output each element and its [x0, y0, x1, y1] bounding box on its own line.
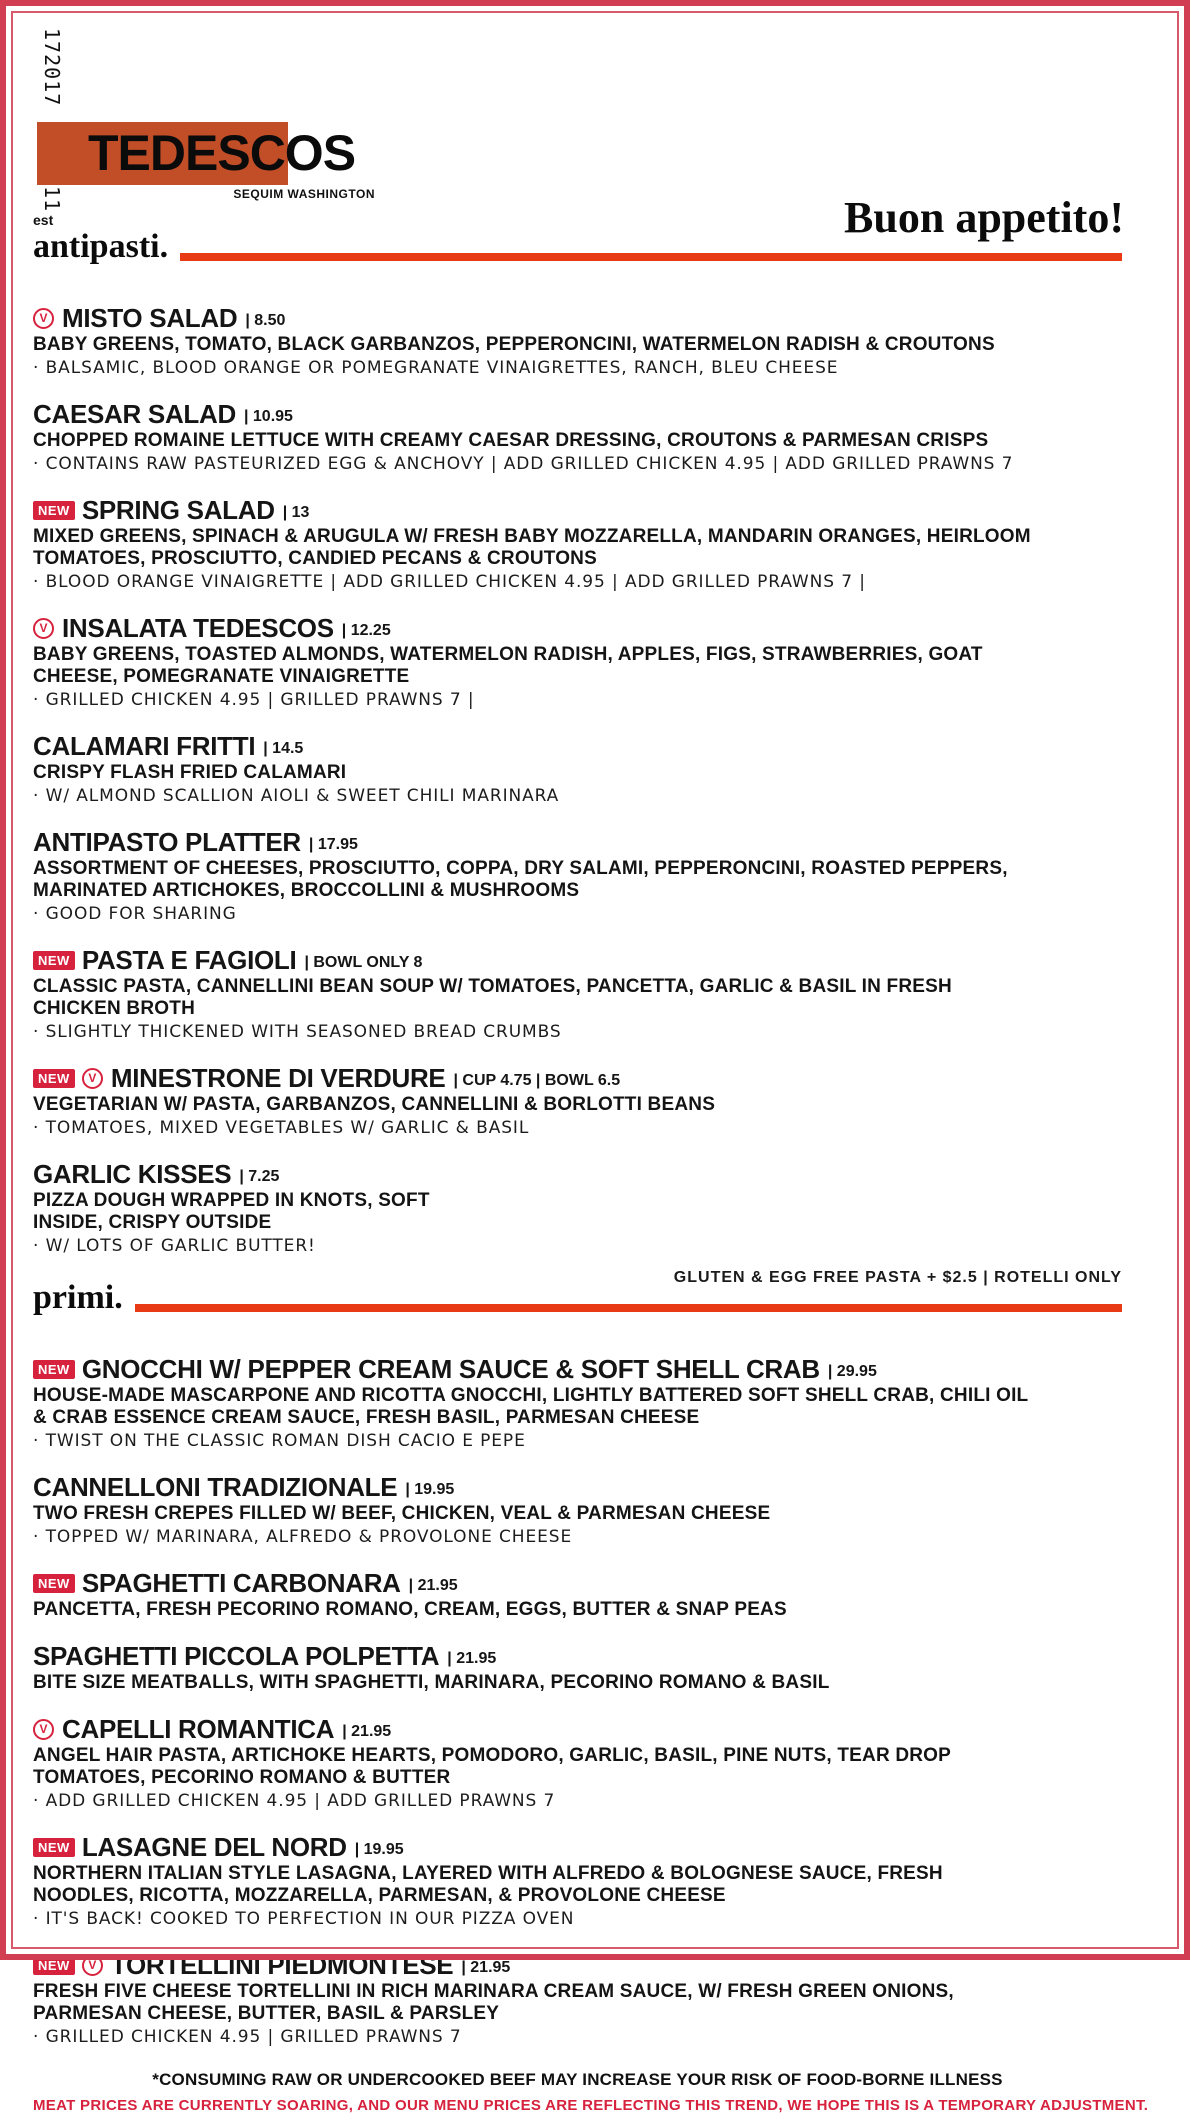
menu-item-name: PASTA E FAGIOLI	[81, 945, 297, 975]
footer-price-alert: MEAT PRICES ARE CURRENTLY SOARING, AND OUR MENU PRICES ARE REFLECTING THIS TREND, WE HOPE THIS IS A TEMPORARY ADJUSTMENT.	[33, 2097, 1149, 2114]
menu-item	[33, 398, 1122, 475]
menu-item-note: · GOOD FOR SHARING	[33, 904, 237, 924]
menu-item-description: CHOPPED ROMAINE LETTUCE WITH CREAMY CAESAR DRESSING, CROUTONS & PARMESAN CRISPS	[33, 430, 989, 451]
tagline: Buon appetito!	[844, 193, 1124, 242]
menu-item-title-row	[33, 1713, 1122, 1745]
menu-item-note: · W/ LOTS OF GARLIC BUTTER!	[33, 1236, 316, 1256]
established-day-vertical: 11	[40, 186, 64, 213]
section-items	[33, 302, 1122, 1257]
menu-item-note: · ADD GRILLED CHICKEN 4.95 | ADD GRILLED PRAWNS 7	[33, 1791, 556, 1811]
menu-item-note: · TWIST ON THE CLASSIC ROMAN DISH CACIO E PEPE	[33, 1431, 526, 1451]
vegetarian-icon: V	[82, 1955, 103, 1976]
menu-item-title-row	[33, 730, 1122, 762]
menu-item-note: · BLOOD ORANGE VINAIGRETTE | ADD GRILLED CHICKEN 4.95 | ADD GRILLED PRAWNS 7 |	[33, 572, 866, 592]
menu-item-title-row	[33, 1158, 1122, 1190]
section-title: primi.	[33, 1279, 123, 1316]
menu-item-description: MIXED GREENS, SPINACH & ARUGULA W/ FRESH BABY MOZZARELLA, MANDARIN ORANGES, HEIRLOOM TOMATOES, PROSCIUTTO, CANDIED PECANS & CROUTONS	[33, 526, 1031, 569]
menu-item-title-row	[33, 302, 1122, 334]
menu-item-price: | 7.25	[239, 1168, 280, 1185]
menu-item-name: MISTO SALAD	[62, 303, 238, 333]
menu-item-note: · IT'S BACK! COOKED TO PERFECTION IN OUR PIZZA OVEN	[33, 1909, 575, 1929]
menu-item-note: · W/ ALMOND SCALLION AIOLI & SWEET CHILI MARINARA	[33, 786, 560, 806]
menu-item-note: · CONTAINS RAW PASTEURIZED EGG & ANCHOVY | ADD GRILLED CHICKEN 4.95 | ADD GRILLED PRAWNS 7	[33, 454, 1014, 474]
menu-item	[33, 1713, 1122, 1812]
menu-item-price: | 21.95	[342, 1723, 392, 1740]
menu-item-note: · TOMATOES, MIXED VEGETABLES W/ GARLIC & BASIL	[33, 1118, 530, 1138]
section-header	[33, 1269, 1122, 1319]
menu-section	[33, 1269, 1122, 2048]
menu-sections	[33, 0, 1149, 2114]
menu-item	[33, 1062, 1122, 1139]
menu-item-name: SPRING SALAD	[81, 495, 275, 525]
menu-item-price: | 13	[282, 504, 310, 521]
menu-item-price: | CUP 4.75 | BOWL 6.5	[453, 1072, 621, 1089]
menu-item	[33, 612, 1122, 711]
section-header	[33, 226, 1122, 268]
menu-item-description: ANGEL HAIR PASTA, ARTICHOKE HEARTS, POMODORO, GARLIC, BASIL, PINE NUTS, TEAR DROP TOMATOES, PECORINO ROMANO & BUTTER	[33, 1745, 952, 1788]
menu-item-price: | 12.25	[341, 622, 391, 639]
section-note: GLUTEN & EGG FREE PASTA + $2.5 | ROTELLI ONLY	[673, 1269, 1122, 1286]
menu-item-description: BABY GREENS, TOMATO, BLACK GARBANZOS, PEPPERONCINI, WATERMELON RADISH & CROUTONS	[33, 334, 995, 355]
section-rule	[180, 253, 1122, 261]
menu-item-title-row	[33, 1640, 1122, 1672]
menu-item-price: | 8.50	[245, 312, 286, 329]
menu-item	[33, 730, 1122, 807]
menu-item-description: BITE SIZE MEATBALLS, WITH SPAGHETTI, MARINARA, PECORINO ROMANO & BASIL	[33, 1672, 830, 1693]
menu-item-note: · TOPPED W/ MARINARA, ALFREDO & PROVOLONE CHEESE	[33, 1527, 573, 1547]
menu-item-name: CANNELLONI TRADIZIONALE	[33, 1472, 398, 1502]
vegetarian-icon: V	[82, 1068, 103, 1089]
menu-item-price: | 21.95	[408, 1577, 458, 1594]
menu-item-title-row	[33, 1949, 1122, 1981]
vegetarian-icon: V	[33, 618, 54, 639]
menu-item-name: CALAMARI FRITTI	[33, 731, 256, 761]
menu-item-name: SPAGHETTI PICCOLA POLPETTA	[33, 1641, 440, 1671]
section-items	[33, 1353, 1122, 2048]
menu-item-price: | BOWL ONLY 8	[304, 954, 423, 971]
menu-item-price: | 21.95	[447, 1650, 497, 1667]
menu-item-note: · BALSAMIC, BLOOD ORANGE OR POMEGRANATE VINAIGRETTES, RANCH, BLEU CHEESE	[33, 358, 839, 378]
new-badge: NEW	[33, 1069, 75, 1088]
menu-item	[33, 1949, 1122, 2048]
menu-item	[33, 1471, 1122, 1548]
menu-item-name: MINESTRONE DI VERDURE	[110, 1063, 446, 1093]
menu-item-title-row	[33, 1353, 1122, 1385]
footer-disclaimer: *CONSUMING RAW OR UNDERCOOKED BEEF MAY INCREASE YOUR RISK OF FOOD-BORNE ILLNESS	[152, 2070, 1003, 2089]
menu-item-name: GARLIC KISSES	[33, 1159, 232, 1189]
footer	[33, 2070, 1149, 2114]
vegetarian-icon: V	[33, 1719, 54, 1740]
menu-item-title-row	[33, 612, 1122, 644]
restaurant-location: SEQUIM WASHINGTON	[233, 187, 375, 201]
menu-item-name: CAESAR SALAD	[33, 399, 236, 429]
menu-item	[33, 1831, 1122, 1930]
menu-item-title-row	[33, 398, 1122, 430]
new-badge: NEW	[33, 1360, 75, 1379]
section-rule	[135, 1304, 1122, 1312]
menu-item-price: | 19.95	[405, 1481, 455, 1498]
new-badge: NEW	[33, 951, 75, 970]
menu-item-price: | 29.95	[827, 1363, 877, 1380]
menu-item-title-row	[33, 944, 1122, 976]
menu-item-name: LASAGNE DEL NORD	[81, 1832, 347, 1862]
menu-item-description: VEGETARIAN W/ PASTA, GARBANZOS, CANNELLINI & BORLOTTI BEANS	[33, 1094, 716, 1115]
menu-item-name: INSALATA TEDESCOS	[62, 613, 334, 643]
menu-item-name: CAPELLI ROMANTICA	[62, 1714, 335, 1744]
menu-item-description: CLASSIC PASTA, CANNELLINI BEAN SOUP W/ TOMATOES, PANCETTA, GARLIC & BASIL IN FRESH CHICKEN BROTH	[33, 976, 952, 1019]
menu-item	[33, 826, 1122, 925]
menu-item-note: · GRILLED CHICKEN 4.95 | GRILLED PRAWNS 7	[33, 2027, 462, 2047]
menu-item-title-row	[33, 494, 1122, 526]
menu-item-title-row	[33, 1567, 1122, 1599]
menu-item	[33, 1640, 1122, 1694]
menu-item	[33, 1567, 1122, 1621]
section-title: antipasti.	[33, 228, 169, 265]
restaurant-logo: TEDESCOS	[88, 125, 356, 181]
menu-item	[33, 302, 1122, 379]
established-label: est	[33, 212, 54, 228]
menu-item	[33, 1158, 1122, 1257]
menu-item-title-row	[33, 826, 1122, 858]
menu-item-price: | 21.95	[461, 1959, 511, 1976]
menu-item-description: NORTHERN ITALIAN STYLE LASAGNA, LAYERED WITH ALFREDO & BOLOGNESE SAUCE, FRESH NOODLES, RICOTTA, MOZZARELLA, PARMESAN, & PROVOLONE CHEESE	[33, 1863, 943, 1906]
new-badge: NEW	[33, 1956, 75, 1975]
menu-item-price: | 17.95	[308, 836, 358, 853]
menu-item	[33, 494, 1122, 593]
vegetarian-icon: V	[33, 308, 54, 329]
new-badge: NEW	[33, 501, 75, 520]
menu-section	[33, 226, 1122, 1257]
menu-item-price: | 19.95	[354, 1841, 404, 1858]
menu-item-description: CRISPY FLASH FRIED CALAMARI	[33, 762, 347, 783]
menu-item-description: PIZZA DOUGH WRAPPED IN KNOTS, SOFT INSIDE, CRISPY OUTSIDE	[33, 1190, 430, 1233]
menu-item-description: PANCETTA, FRESH PECORINO ROMANO, CREAM, EGGS, BUTTER & SNAP PEAS	[33, 1599, 787, 1620]
established-year-vertical: 172017	[40, 28, 64, 107]
menu-item-name: ANTIPASTO PLATTER	[33, 827, 301, 857]
new-badge: NEW	[33, 1574, 75, 1593]
menu-item	[33, 944, 1122, 1043]
menu-item-description: TWO FRESH CREPES FILLED W/ BEEF, CHICKEN, VEAL & PARMESAN CHEESE	[33, 1503, 771, 1524]
menu-item	[33, 1353, 1122, 1452]
menu-item-name: SPAGHETTI CARBONARA	[81, 1568, 401, 1598]
new-badge: NEW	[33, 1838, 75, 1857]
menu-item-title-row	[33, 1062, 1122, 1094]
menu-item-description: HOUSE-MADE MASCARPONE AND RICOTTA GNOCCHI, LIGHTLY BATTERED SOFT SHELL CRAB, CHILI OIL & CRAB ESSENCE CREAM SAUCE, FRESH BASIL, PARMESAN CHEESE	[33, 1385, 1029, 1428]
menu-item-description: ASSORTMENT OF CHEESES, PROSCIUTTO, COPPA, DRY SALAMI, PEPPERONCINI, ROASTED PEPPERS, MARINATED ARTICHOKES, BROCCOLLINI & MUSHROOMS	[33, 858, 1008, 901]
menu-item-name: GNOCCHI W/ PEPPER CREAM SAUCE & SOFT SHELL CRAB	[81, 1354, 820, 1384]
menu-item-title-row	[33, 1831, 1122, 1863]
menu-item-description: FRESH FIVE CHEESE TORTELLINI IN RICH MARINARA CREAM SAUCE, W/ FRESH GREEN ONIONS, PARMESAN CHEESE, BUTTER, BASIL & PARSLEY	[33, 1981, 954, 2024]
menu-item-title-row	[33, 1471, 1122, 1503]
menu-item-note: · GRILLED CHICKEN 4.95 | GRILLED PRAWNS 7 |	[33, 690, 475, 710]
menu-item-name: TORTELLINI PIEDMONTESE	[110, 1950, 454, 1980]
menu-item-price: | 10.95	[243, 408, 293, 425]
menu-item-description: BABY GREENS, TOASTED ALMONDS, WATERMELON RADISH, APPLES, FIGS, STRAWBERRIES, GOAT CHEESE, POMEGRANATE VINAIGRETTE	[33, 644, 983, 687]
menu-item-note: · SLIGHTLY THICKENED WITH SEASONED BREAD CRUMBS	[33, 1022, 562, 1042]
menu-item-price: | 14.5	[263, 740, 304, 757]
